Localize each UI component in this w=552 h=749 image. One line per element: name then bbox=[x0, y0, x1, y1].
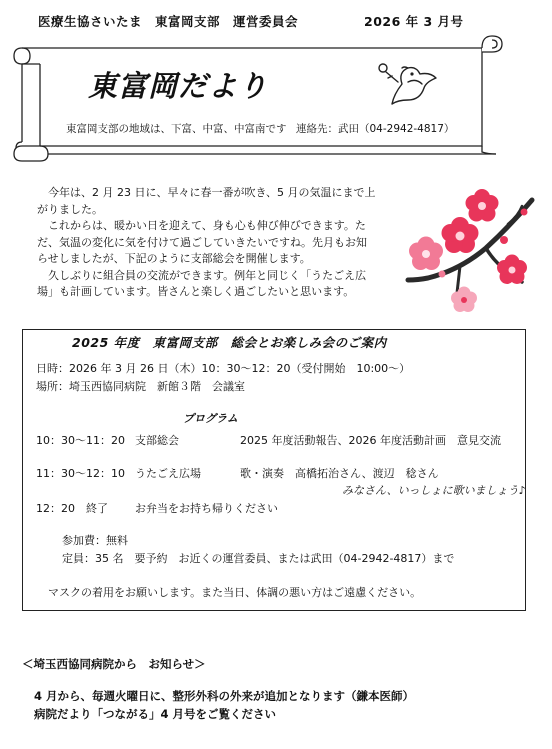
intro-paragraph: これからは、暖かい日を迎えて、身も心も伸び伸びできます。ただ、気温の変化に気を付けて過ごしていきたいですね。先月もお知らせしましたが、下記のように支部総会を開催します。 bbox=[37, 219, 367, 265]
event-place: 場所：埼玉西協同病院 新館３階 会議室 bbox=[36, 380, 245, 393]
sing-along-text: みなさん、いっしょに歌いましょう♪ bbox=[342, 484, 526, 497]
event-title: 2025 年度 東富岡支部 総会とお楽しみ会のご案内 bbox=[72, 335, 387, 350]
event-date: 日時：2026 年 3 月 26 日（木）10：30～12：20（受付開始 10:00～） bbox=[36, 362, 411, 375]
program-time: 11：30～12：10 bbox=[36, 467, 125, 480]
intro-paragraph: 久しぶりに組合員の交流ができます。例年と同じく「うたごえ広場」も計画しています。皆さんと楽しく過ごしたいと思います。 bbox=[37, 268, 367, 298]
mask-notice: マスクの着用をお願いします。また当日、体調の悪い方はご遠慮ください。 bbox=[48, 586, 422, 599]
program-detail: 2025 年度活動報告、2026 年度活動計画 意見交流 bbox=[240, 434, 501, 447]
plum-blossom-branch-icon bbox=[400, 186, 540, 326]
hospital-notice-heading: ＜埼玉西協同病院から お知らせ＞ bbox=[22, 657, 206, 671]
program-item: 支部総会 bbox=[135, 434, 179, 447]
fee-text: 参加費：無料 bbox=[62, 534, 128, 547]
program-detail: お弁当をお持ち帰りください bbox=[135, 502, 278, 515]
issue-date: 2026 年 3 月号 bbox=[364, 14, 464, 29]
organization-name: 医療生協さいたま 東富岡支部 運営委員会 bbox=[38, 14, 299, 29]
contact-text: 連絡先：武田（04-2942-4817） bbox=[296, 123, 455, 135]
intro-text bbox=[37, 185, 377, 301]
program-item: 終了 bbox=[86, 502, 108, 515]
newsletter-title: 東富岡だより bbox=[88, 69, 269, 103]
intro-paragraph: 今年は、2 月 23 日に、早々に春一番が吹き、5 月の気温にまで上がりました。 bbox=[37, 186, 376, 216]
bird-with-flower-icon bbox=[378, 58, 440, 108]
program-heading: プログラム bbox=[183, 412, 238, 425]
hospital-notice-line: 4 月から、毎週火曜日に、整形外科の外来が追加となります（鎌本医師） bbox=[34, 689, 415, 703]
capacity-text: 定員：35 名 要予約 お近くの運営委員、または武田（04-2942-4817）まで bbox=[62, 552, 455, 565]
program-time: 10：30～11：20 bbox=[36, 434, 125, 447]
hospital-notice-line: 病院だより「つながる」4 月号をご覧ください bbox=[34, 707, 277, 721]
region-text: 東富岡支部の地域は、下富、中富、中富南です bbox=[66, 123, 287, 135]
program-detail: 歌・演奏 高橋拓治さん、渡辺 稔さん bbox=[240, 467, 439, 480]
program-item: うたごえ広場 bbox=[135, 467, 201, 480]
program-time: 12：20 bbox=[36, 502, 75, 515]
